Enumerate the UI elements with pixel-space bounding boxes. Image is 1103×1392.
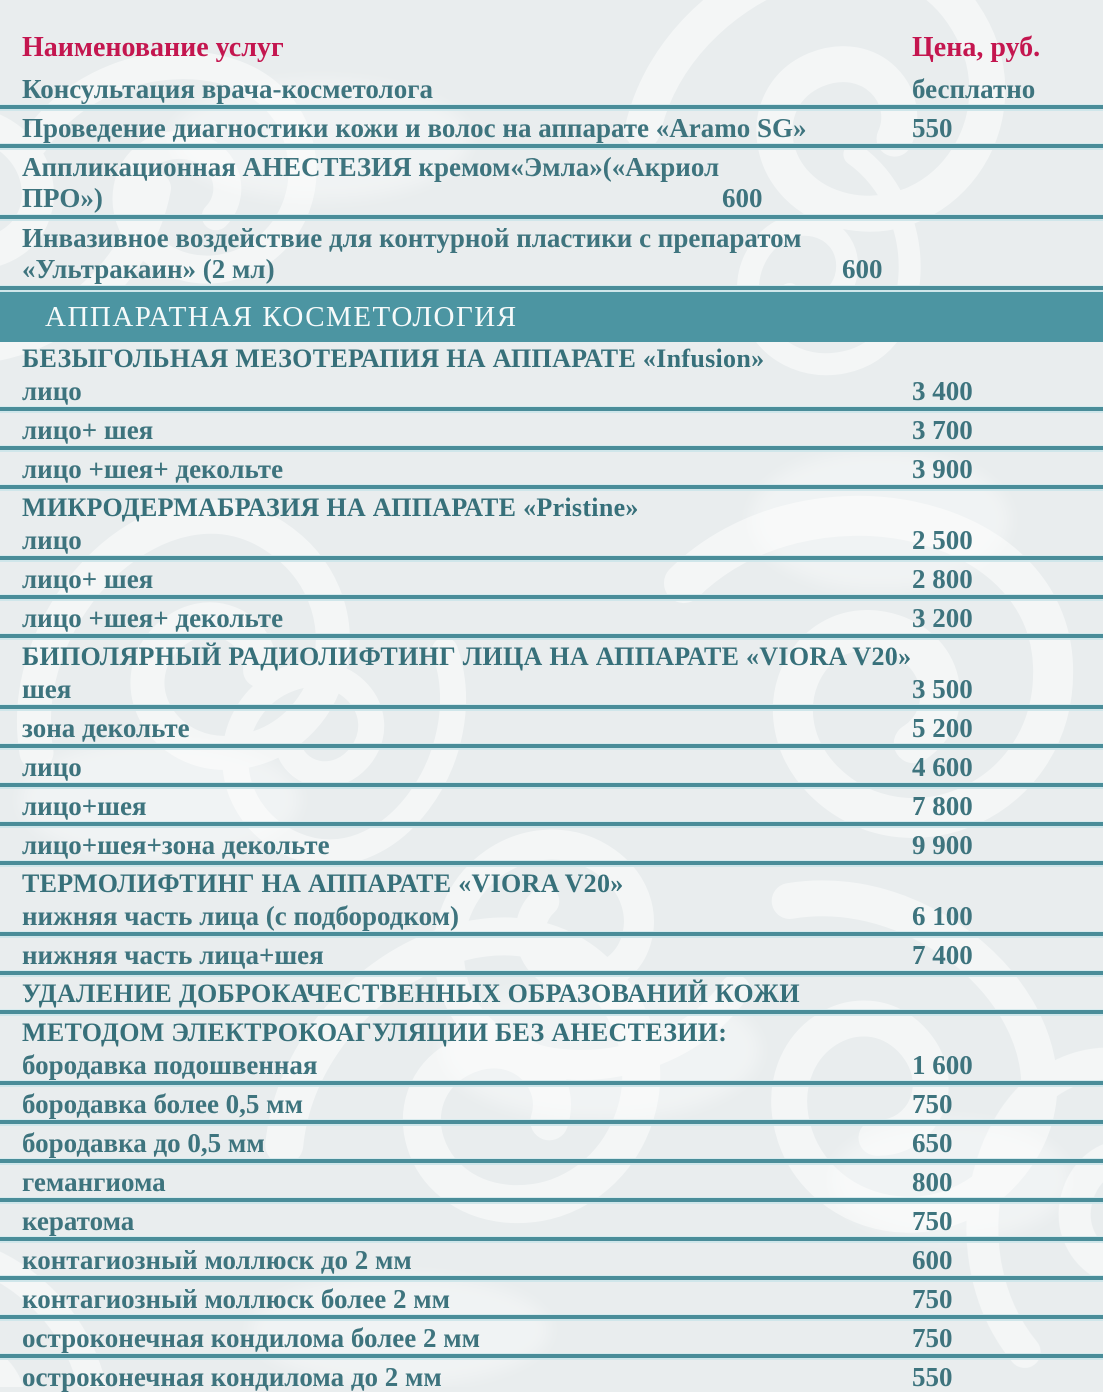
service-name: гемангиома — [22, 1167, 166, 1197]
service-name: лицо — [22, 525, 82, 555]
service-price: 2 500 — [912, 525, 973, 555]
row-separator — [0, 704, 1103, 711]
price-row — [22, 750, 1081, 782]
service-price: 3 900 — [912, 454, 973, 484]
service-price: 6 100 — [912, 901, 973, 931]
service-price: 600 — [912, 1245, 953, 1275]
service-name: контагиозный моллюск до 2 мм — [22, 1245, 412, 1275]
service-name: контагиозный моллюск более 2 мм — [22, 1284, 451, 1314]
row-separator — [0, 782, 1103, 789]
service-name: лицо+ шея — [22, 415, 154, 445]
service-price: 750 — [912, 1323, 953, 1353]
service-name: бородавка до 0,5 мм — [22, 1128, 265, 1158]
service-name: Инвазивное воздействие для контурной пластики с препаратом «Ультракаин» (2 мл) — [22, 223, 802, 284]
service-price: 750 — [912, 1284, 953, 1314]
price-row — [22, 789, 1081, 821]
service-price: 5 200 — [912, 713, 973, 743]
row-separator — [0, 214, 1103, 221]
price-row — [22, 413, 1081, 445]
section-heading-text: МЕТОДОМ ЭЛЕКТРОКОАГУЛЯЦИИ БЕЗ АНЕСТЕЗИИ: — [22, 1018, 728, 1047]
section-heading-text: БИПОЛЯРНЫЙ РАДИОЛИФТИНГ ЛИЦА НА АППАРАТЕ «VIORA V20» — [22, 642, 912, 671]
price-row — [22, 1165, 1081, 1197]
service-name: лицо — [22, 752, 82, 782]
service-price: 3 400 — [912, 376, 973, 406]
price-row — [22, 828, 1081, 860]
row-separator — [0, 743, 1103, 750]
price-row — [22, 562, 1081, 594]
service-price: 3 500 — [912, 674, 973, 704]
service-price: 750 — [912, 1206, 953, 1236]
price-row — [22, 1204, 1081, 1236]
row-separator — [0, 594, 1103, 601]
price-row — [22, 221, 1081, 285]
section-heading-text: УДАЛЕНИЕ ДОБРОКАЧЕСТВЕННЫХ ОБРАЗОВАНИЙ КОЖИ — [22, 979, 800, 1008]
row-separator — [0, 406, 1103, 413]
service-price: бесплатно — [912, 74, 1036, 104]
service-price: 750 — [912, 1089, 953, 1119]
price-row — [22, 374, 1081, 406]
row-separator — [0, 1119, 1103, 1126]
row-separator — [0, 821, 1103, 828]
service-name: кератома — [22, 1206, 135, 1236]
price-row — [22, 899, 1081, 931]
row-separator — [0, 1314, 1103, 1321]
price-column-header: Цена, руб. — [912, 32, 1041, 63]
service-price: 600 — [722, 183, 763, 213]
service-price: 800 — [912, 1167, 953, 1197]
service-name: лицо+шея+зона декольте — [22, 830, 330, 860]
service-name: бородавка более 0,5 мм — [22, 1089, 303, 1119]
service-name: зона декольте — [22, 713, 190, 743]
section-heading-text: МИКРОДЕРМАБРАЗИЯ НА АППАРАТЕ «Pristine» — [22, 493, 639, 522]
service-name: лицо +шея+ декольте — [22, 603, 284, 633]
row-separator — [0, 445, 1103, 452]
service-price: 9 900 — [912, 830, 973, 860]
service-name: нижняя часть лица (с подбородком) — [22, 901, 459, 931]
section-heading — [22, 1016, 1081, 1048]
row-separator — [0, 1158, 1103, 1165]
service-name: лицо+ шея — [22, 564, 154, 594]
price-row — [22, 1321, 1081, 1353]
category-band — [0, 292, 1103, 342]
section-heading-text: БЕЗЫГОЛЬНАЯ МЕЗОТЕРАПИЯ НА АППАРАТЕ «Infusion» — [22, 344, 765, 373]
price-row — [22, 1126, 1081, 1158]
service-price: 550 — [912, 113, 953, 143]
section-heading-text: ТЕРМОЛИФТИНГ НА АППАРАТЕ «VIORA V20» — [22, 869, 624, 898]
price-row — [22, 523, 1081, 555]
price-row — [22, 1360, 1081, 1392]
row-separator — [0, 860, 1103, 867]
price-row — [22, 938, 1081, 970]
section-heading — [22, 342, 1081, 374]
row-separator — [0, 1009, 1103, 1016]
service-price: 7 800 — [912, 791, 973, 821]
service-column-header: Наименование услуг — [22, 32, 284, 63]
row-separator — [0, 1275, 1103, 1282]
price-row — [22, 111, 1081, 143]
category-band-title: АППАРАТНАЯ КОСМЕТОЛОГИЯ — [45, 300, 518, 333]
row-separator — [0, 970, 1103, 977]
service-name: Аппликационная АНЕСТЕЗИЯ кремом«Эмла»(«Акриол ПРО») — [22, 152, 720, 213]
price-row — [22, 672, 1081, 704]
section-heading — [22, 867, 1081, 899]
price-row — [22, 711, 1081, 743]
price-row — [22, 72, 1081, 104]
row-separator — [0, 1080, 1103, 1087]
service-name: Консультация врача-косметолога — [22, 74, 433, 104]
row-separator — [0, 285, 1103, 292]
service-name: лицо+шея — [22, 791, 147, 821]
service-name: остроконечная кондилома до 2 мм — [22, 1362, 442, 1392]
row-separator — [0, 1197, 1103, 1204]
price-row — [22, 1282, 1081, 1314]
row-separator — [0, 1353, 1103, 1360]
service-price: 1 600 — [912, 1050, 973, 1080]
service-price: 7 400 — [912, 940, 973, 970]
service-name: Проведение диагностики кожи и волос на аппарате «Aramo SG» — [22, 113, 807, 143]
service-price: 3 700 — [912, 415, 973, 445]
column-header-row — [22, 30, 1081, 72]
service-price: 2 800 — [912, 564, 973, 594]
service-name: лицо — [22, 376, 82, 406]
section-heading — [22, 640, 1081, 672]
price-row — [22, 1087, 1081, 1119]
service-name: остроконечная кондилома более 2 мм — [22, 1323, 481, 1353]
price-row — [22, 452, 1081, 484]
service-price: 650 — [912, 1128, 953, 1158]
section-heading — [22, 491, 1081, 523]
service-price: 4 600 — [912, 752, 973, 782]
service-name: нижняя часть лица+шея — [22, 940, 324, 970]
service-name: бородавка подошвенная — [22, 1050, 318, 1080]
price-row — [22, 1243, 1081, 1275]
service-name: шея — [22, 674, 72, 704]
price-row — [22, 150, 1081, 214]
price-row — [22, 601, 1081, 633]
row-separator — [0, 104, 1103, 111]
row-separator — [0, 484, 1103, 491]
row-separator — [0, 143, 1103, 150]
row-separator — [0, 1236, 1103, 1243]
row-separator — [0, 555, 1103, 562]
row-separator — [0, 931, 1103, 938]
service-price: 550 — [912, 1362, 953, 1392]
row-separator — [0, 633, 1103, 640]
service-price: 3 200 — [912, 603, 973, 633]
service-name: лицо +шея+ декольте — [22, 454, 284, 484]
price-row — [22, 1048, 1081, 1080]
section-heading — [22, 977, 1081, 1009]
service-price: 600 — [842, 254, 883, 284]
